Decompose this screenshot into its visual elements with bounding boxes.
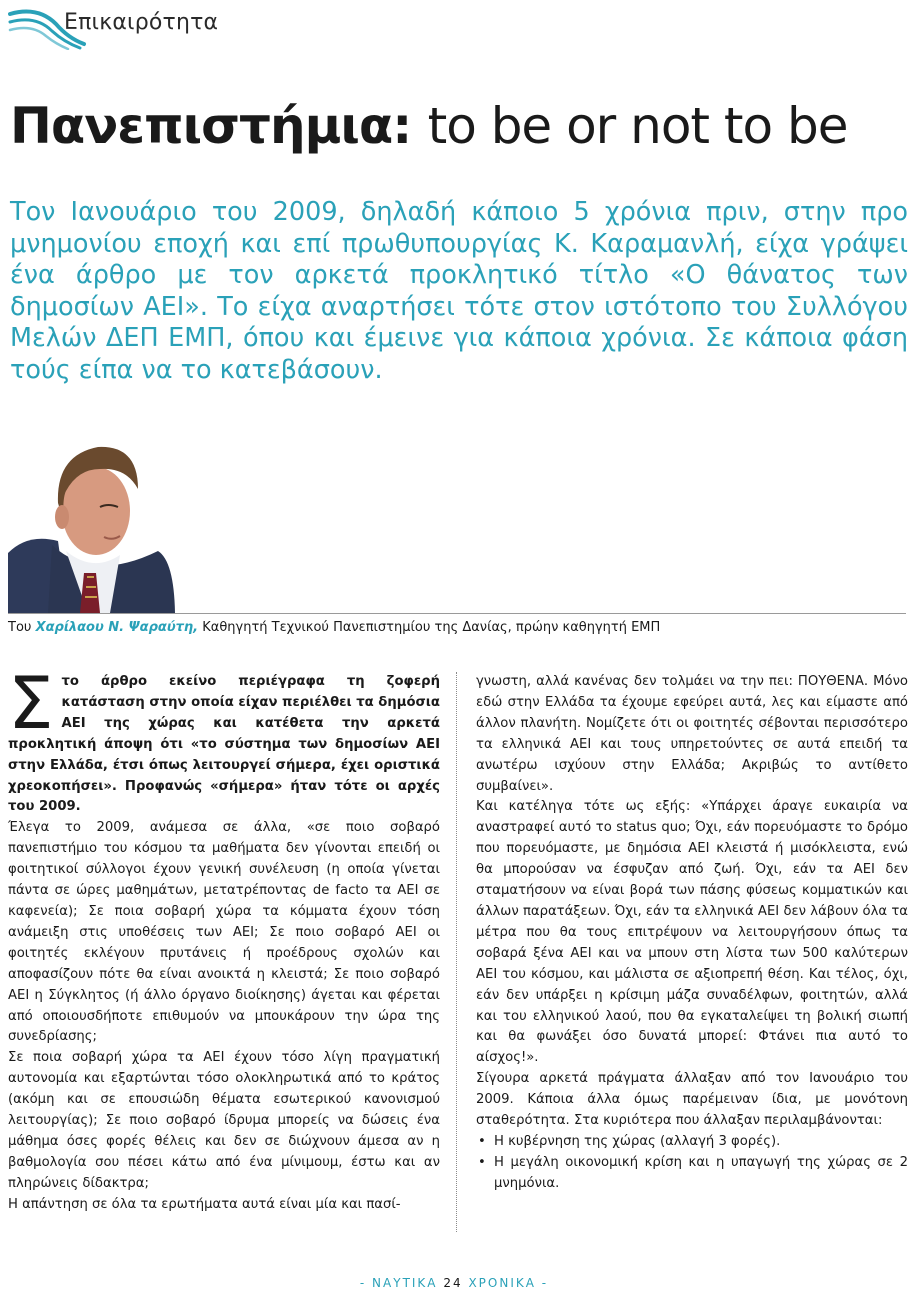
- author-photo: [8, 433, 175, 613]
- article-title-bold: Πανεπιστήμια:: [10, 97, 412, 155]
- body-paragraph: Έλεγα το 2009, ανάμεσα σε άλλα, «σε ποιο σοβαρό πανεπιστήμιο του κόσμου τα μαθήματα δεν γίνονται επειδή οι φοιτητικοί σύλλογοι έχουν γενική συνέλευση (η οποία γίνεται πάντα σε ώρες μαθημάτων, μετατρέποντας de facto τα ΑΕΙ σε καφενεία); Σε ποια σοβαρή χώρα τα κόμματα έχουν τόση ανάμειξη στις υποθέσεις των ΑΕΙ; Σε ποιο σοβαρό ΑΕΙ οι φοιτητές εκλέγουν πρυτάνεις ή προέδρους σχολών και αποφασίζουν πότε θα είναι ανοικτά η κλειστά; Σε ποιο σοβαρό ΑΕΙ η Σύγκλητος (ή άλλο όργανο διοίκησης) άγεται και φέρεται από οποιουσδήποτε επιθυμούν να μπουκάρουν την ώρα της συνεδρίασης;: [8, 820, 440, 1045]
- body-paragraph: γνωστη, αλλά κανένας δεν τολμάει να την πει: ΠΟΥΘΕΝΑ. Μόνο εδώ στην Ελλάδα τα έχουμε εφεύρει αυτά, λες και είμαστε από άλλον πλανήτη. Νομίζετε ότι οι φοιτητές σέβονται περισσότερο τα ελληνικά ΑΕΙ και τους υπηρετούντες σε αυτά επειδή τα ανωτέρω ισχύουν στην Ελλάδα; Ακριβώς το αντίθετο συμβαίνει».: [476, 674, 908, 794]
- column-divider: [456, 672, 457, 1232]
- body-column-left: [8, 661, 440, 1216]
- footer-right: ΧΡΟΝΙΚΑ -: [468, 1276, 549, 1290]
- author-role: Καθηγητή Τεχνικού Πανεπιστημίου της Δανίας, πρώην καθηγητή ΕΜΠ: [202, 620, 661, 635]
- article-title: [10, 96, 848, 156]
- article-lead: Τον Ιανουάριο του 2009, δηλαδή κάποιο 5 χρόνια πριν, στην προ μνημονίου εποχή και επί πρωθυπουργίας Κ. Καραμανλή, είχα γράψει ένα άρθρο με τον αρκετά προκλητικό τίτλο «Ο θάνατος των δημοσίων ΑΕΙ». Το είχα αναρτήσει τότε στον ιστότοπο του Συλλόγου Μελών ΔΕΠ ΕΜΠ, όπου και έμεινε για κάποια χρόνια. Σε κάποια φάση τούς είπα να το κατεβάσουν.: [10, 197, 908, 385]
- author-name: Χαρίλαου Ν. Ψαραύτη,: [35, 620, 199, 635]
- dropcap: Σ: [8, 661, 54, 745]
- body-paragraph: Σε ποια σοβαρή χώρα τα ΑΕΙ έχουν τόσο λίγη πραγματική αυτονομία και εξαρτώνται τόσο ολοκληρωτικά από το κράτος (ακόμη και σε επουσιώδη θέματα εσωτερικού κανονισμού λειτουργίας); Σε ποιο σοβαρό ίδρυμα μπορείς να δώσεις ένα μάθημα όσες φορές θέλεις και δεν σε διώχνουν άμεσα αν η βαθμολογία σου πέσει κάτω από ένα μίνιμουμ, έστω και αν πληρώνεις δίδακτρα;: [8, 1050, 440, 1191]
- intro-paragraph: το άρθρο εκείνο περιέγραφα τη ζοφερή κατάσταση στην οποία είχαν περιέλθει τα δημόσια ΑΕΙ της χώρας και κατέθετα την αρκετά προκλητική άποψη ότι «το σύστημα των δημοσίων ΑΕΙ στην Ελλάδα, έτσι όπως λειτουργεί σήμερα, έχει οριστικά χρεοκοπήσει». Προφανώς «σήμερα» ήταν τότε οι αρχές του 2009.: [8, 674, 440, 815]
- body-column-right: [476, 672, 908, 1195]
- list-item: • Η κυβέρνηση της χώρας (αλλαγή 3 φορές).: [476, 1132, 908, 1153]
- page-number: 24: [443, 1276, 463, 1290]
- body-paragraph: Και κατέληγα τότε ως εξής: «Υπάρχει άραγε ευκαιρία να αναστραφεί αυτό το status quo; Όχι, εάν πορευόμαστε το δρόμο που πορευόμαστε, με δημόσια ΑΕΙ κλειστά ή μισόκλειστα, ενώ θα μπορούσαν να έσφυζαν από ζωή. Όχι, εάν τα ΑΕΙ δεν σταματήσουν να είναι βορά των πάσης φύσεως κομματικών και άλλων παρατάξεων. Όχι, εάν τα ελληνικά ΑΕΙ δεν λάβουν όλα τα μέτρα που θα τους επιτρέψουν να λειτουργήσουν όπως τα σοβαρά ξένα ΑΕΙ και να μπουν στη λίστα των 500 καλύτερων ΑΕΙ του κόσμου, και μάλιστα σε αξιοπρεπή θέση. Και τέλος, όχι, εάν δεν υπάρξει η κρίσιμη μάζα συναδέλφων, φοιτητών, αλλά και του ελληνικού λαού, που θα εγκαταλείψει τη βολική σιωπή και θα φωνάξει όσο δυνατά μπορεί: Φτάνει πια αυτό το αίσχος!».: [476, 799, 908, 1066]
- byline-prefix: Του: [8, 620, 32, 635]
- body-paragraph: Η απάντηση σε όλα τα ερωτήματα αυτά είναι μία και πασί-: [8, 1196, 401, 1212]
- byline: [8, 619, 906, 637]
- page-footer: [0, 1276, 908, 1290]
- section-label: Επικαιρότητα: [64, 10, 219, 35]
- body-paragraph: Σίγουρα αρκετά πράγματα άλλαξαν από τον Ιανουάριο του 2009. Κάποια άλλα όμως παρέμειναν ίδια, με μονότονη σταθερότητα. Στα κυριότερα που άλλαξαν περιλαμβάνονται:: [476, 1071, 908, 1129]
- list-item: • Η μεγάλη οικονομική κρίση και η υπαγωγή της χώρας σε 2 μνημόνια.: [476, 1153, 908, 1195]
- changes-list: [476, 1132, 908, 1195]
- footer-left: - ΝΑΥΤΙΚΑ: [359, 1276, 438, 1290]
- article-title-light: to be or not to be: [427, 97, 848, 155]
- photo-divider: [8, 613, 906, 614]
